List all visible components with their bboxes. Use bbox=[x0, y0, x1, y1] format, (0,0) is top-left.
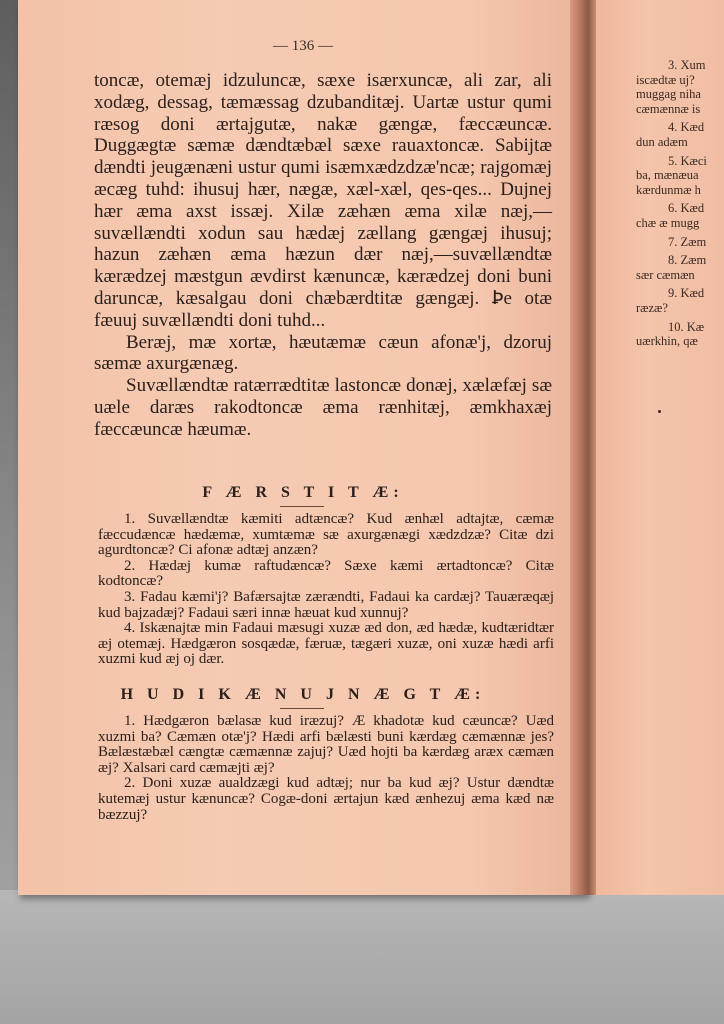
heading-divider bbox=[280, 506, 324, 507]
right-line: 7. Zæm bbox=[668, 234, 707, 249]
right-line: 4. Kæd bbox=[668, 120, 705, 135]
tasks-heading: H U D I K Æ N U J N Æ G T Æ: bbox=[120, 686, 486, 703]
page-number: — 136 — bbox=[273, 38, 333, 54]
paragraph-2: Beræj, mæ xortæ, hæutæmæ cæun afonæ'j, dzoruj sæmæ axurgænæg. bbox=[94, 331, 552, 375]
paragraph-3: Suvællændtæ ratærrædtitæ lastoncæ donæj, xælæfæj sæ uæle daræs rakodtoncæ æma rænhitæj, æmkhaxæj fæccæuncæ hæumæ. bbox=[94, 375, 552, 440]
right-line: 5. Kæci bbox=[668, 153, 707, 168]
question-1: 1. Suvællændtæ kæmiti adtæncæ? Kud ænhæl adtajtæ, cæmæ fæccudæncæ hædæmæ, xumtæmæ sæ axurgænægi xædzdzæ? Citæ dzi agurdtoncæ? Ci afonæ adtæj anzæn? bbox=[98, 511, 554, 559]
right-line: dun adæm bbox=[636, 134, 688, 149]
right-line: 8. Zæm bbox=[668, 253, 707, 268]
right-line: chæ æ mugg bbox=[636, 215, 700, 230]
right-line: 3. Xum bbox=[668, 58, 706, 72]
right-line: 6. Kæd bbox=[668, 201, 705, 216]
questions-heading: F Æ R S T I T Æ: bbox=[202, 484, 404, 501]
right-line: muggag niha bbox=[636, 87, 701, 102]
paragraph-1: toncæ, otemæj idzuluncæ, sæxe isærxuncæ, ali zar, ali xodæg, dessag, tæmæssag dzubanditæj. Uartæ ustur qumi ræsog doni ærtajgutæ, nakæ gængæ, fæccæuncæ. Duggægtæ sæmæ dændtæbæl sæxe rauaxtoncæ. Sabijtæ dændti jeugænæni ustur qumi isæmxædzdzæ'ncæ; rajgomæj æcæg tuhd: ihusuj hær, nægæ, xæl-xæl, qes-qes... Dujnej hær æma axst issæj. Xilæ zæhæn æma xilæ næj,— suvællændti xodun sau hædæj zællang gængæj ihusuj; hazun zæhæn æma hæzun dær næj,—suvællændtæ kærædzej mæstgun ævdirst kænuncæ, kærædzej doni buni daruncæ, kæsalgau doni chæbærdtitæ gængæj. Ꝧe otæ fæuuj suvællændti doni tuhd... bbox=[94, 70, 552, 331]
right-line: sær cæmæn bbox=[636, 267, 695, 282]
right-line: kærdunmæ h bbox=[636, 182, 701, 197]
right-line: ræzæ? bbox=[636, 300, 668, 315]
right-line: cæmænnæ is bbox=[636, 101, 701, 116]
right-line: 10. Kæ bbox=[668, 319, 705, 334]
tasks-list bbox=[98, 714, 554, 823]
book-gutter bbox=[570, 0, 596, 895]
task-2: 2. Doni xuzæ aualdzægi kud adtæj; nur ba kud æj? Ustur dændtæ kutemæj ustur kænuncæ? Cogæ-doni ærtajun kæd ænhezuj æma kæd næ bæzzuj? bbox=[98, 775, 554, 823]
right-line: iscædtæ uj? bbox=[636, 72, 695, 87]
question-2: 2. Hædæj kumæ raftudæncæ? Sæxe kæmi ærtadtoncæ? Citæ kodtoncæ? bbox=[98, 557, 554, 590]
task-1: 1. Hædgæron bælasæ kud iræzuj? Æ khadotæ kud cæuncæ? Uæd xuzmi ba? Cæmæn otæ'j? Hædi arfi bælæsti buni kærdæg cæmænnæ jes? Bælæstæbæl cængtæ cæmænnæ zajuj? Uæd hojti ba kærdæg aræx cæmæn æj? Xalsari card cæmæjti æj? bbox=[98, 713, 554, 776]
main-text-block bbox=[94, 70, 552, 441]
right-page bbox=[596, 0, 724, 895]
right-line: 9. Kæd bbox=[668, 286, 705, 301]
question-4: 4. Iskænajtæ min Fadaui mæsugi xuzæ æd don, æd hædæ, kudtæridtær æj otemæj. Hædgæron sosqædæ, færuæ, tægæri xuzæ, oni xuzæ hædi arfi xuzmi kud æj oj dær. bbox=[98, 620, 554, 668]
right-line: ba, mænæua bbox=[636, 168, 699, 183]
scanner-bed bbox=[0, 890, 724, 1024]
question-3: 3. Fadau kæmi'j? Bafærsajtæ zærændti, Fadaui ka cardæj? Tauæræqæj kud bajzadæj? Fadaui særi innæ hæuat kud xunnuj? bbox=[98, 588, 554, 621]
right-page-text bbox=[636, 58, 724, 349]
left-page bbox=[18, 0, 588, 895]
right-line: uærkhin, qæ bbox=[636, 334, 698, 349]
heading-divider bbox=[280, 708, 324, 709]
ink-speck bbox=[658, 410, 661, 413]
questions-list bbox=[98, 512, 554, 668]
